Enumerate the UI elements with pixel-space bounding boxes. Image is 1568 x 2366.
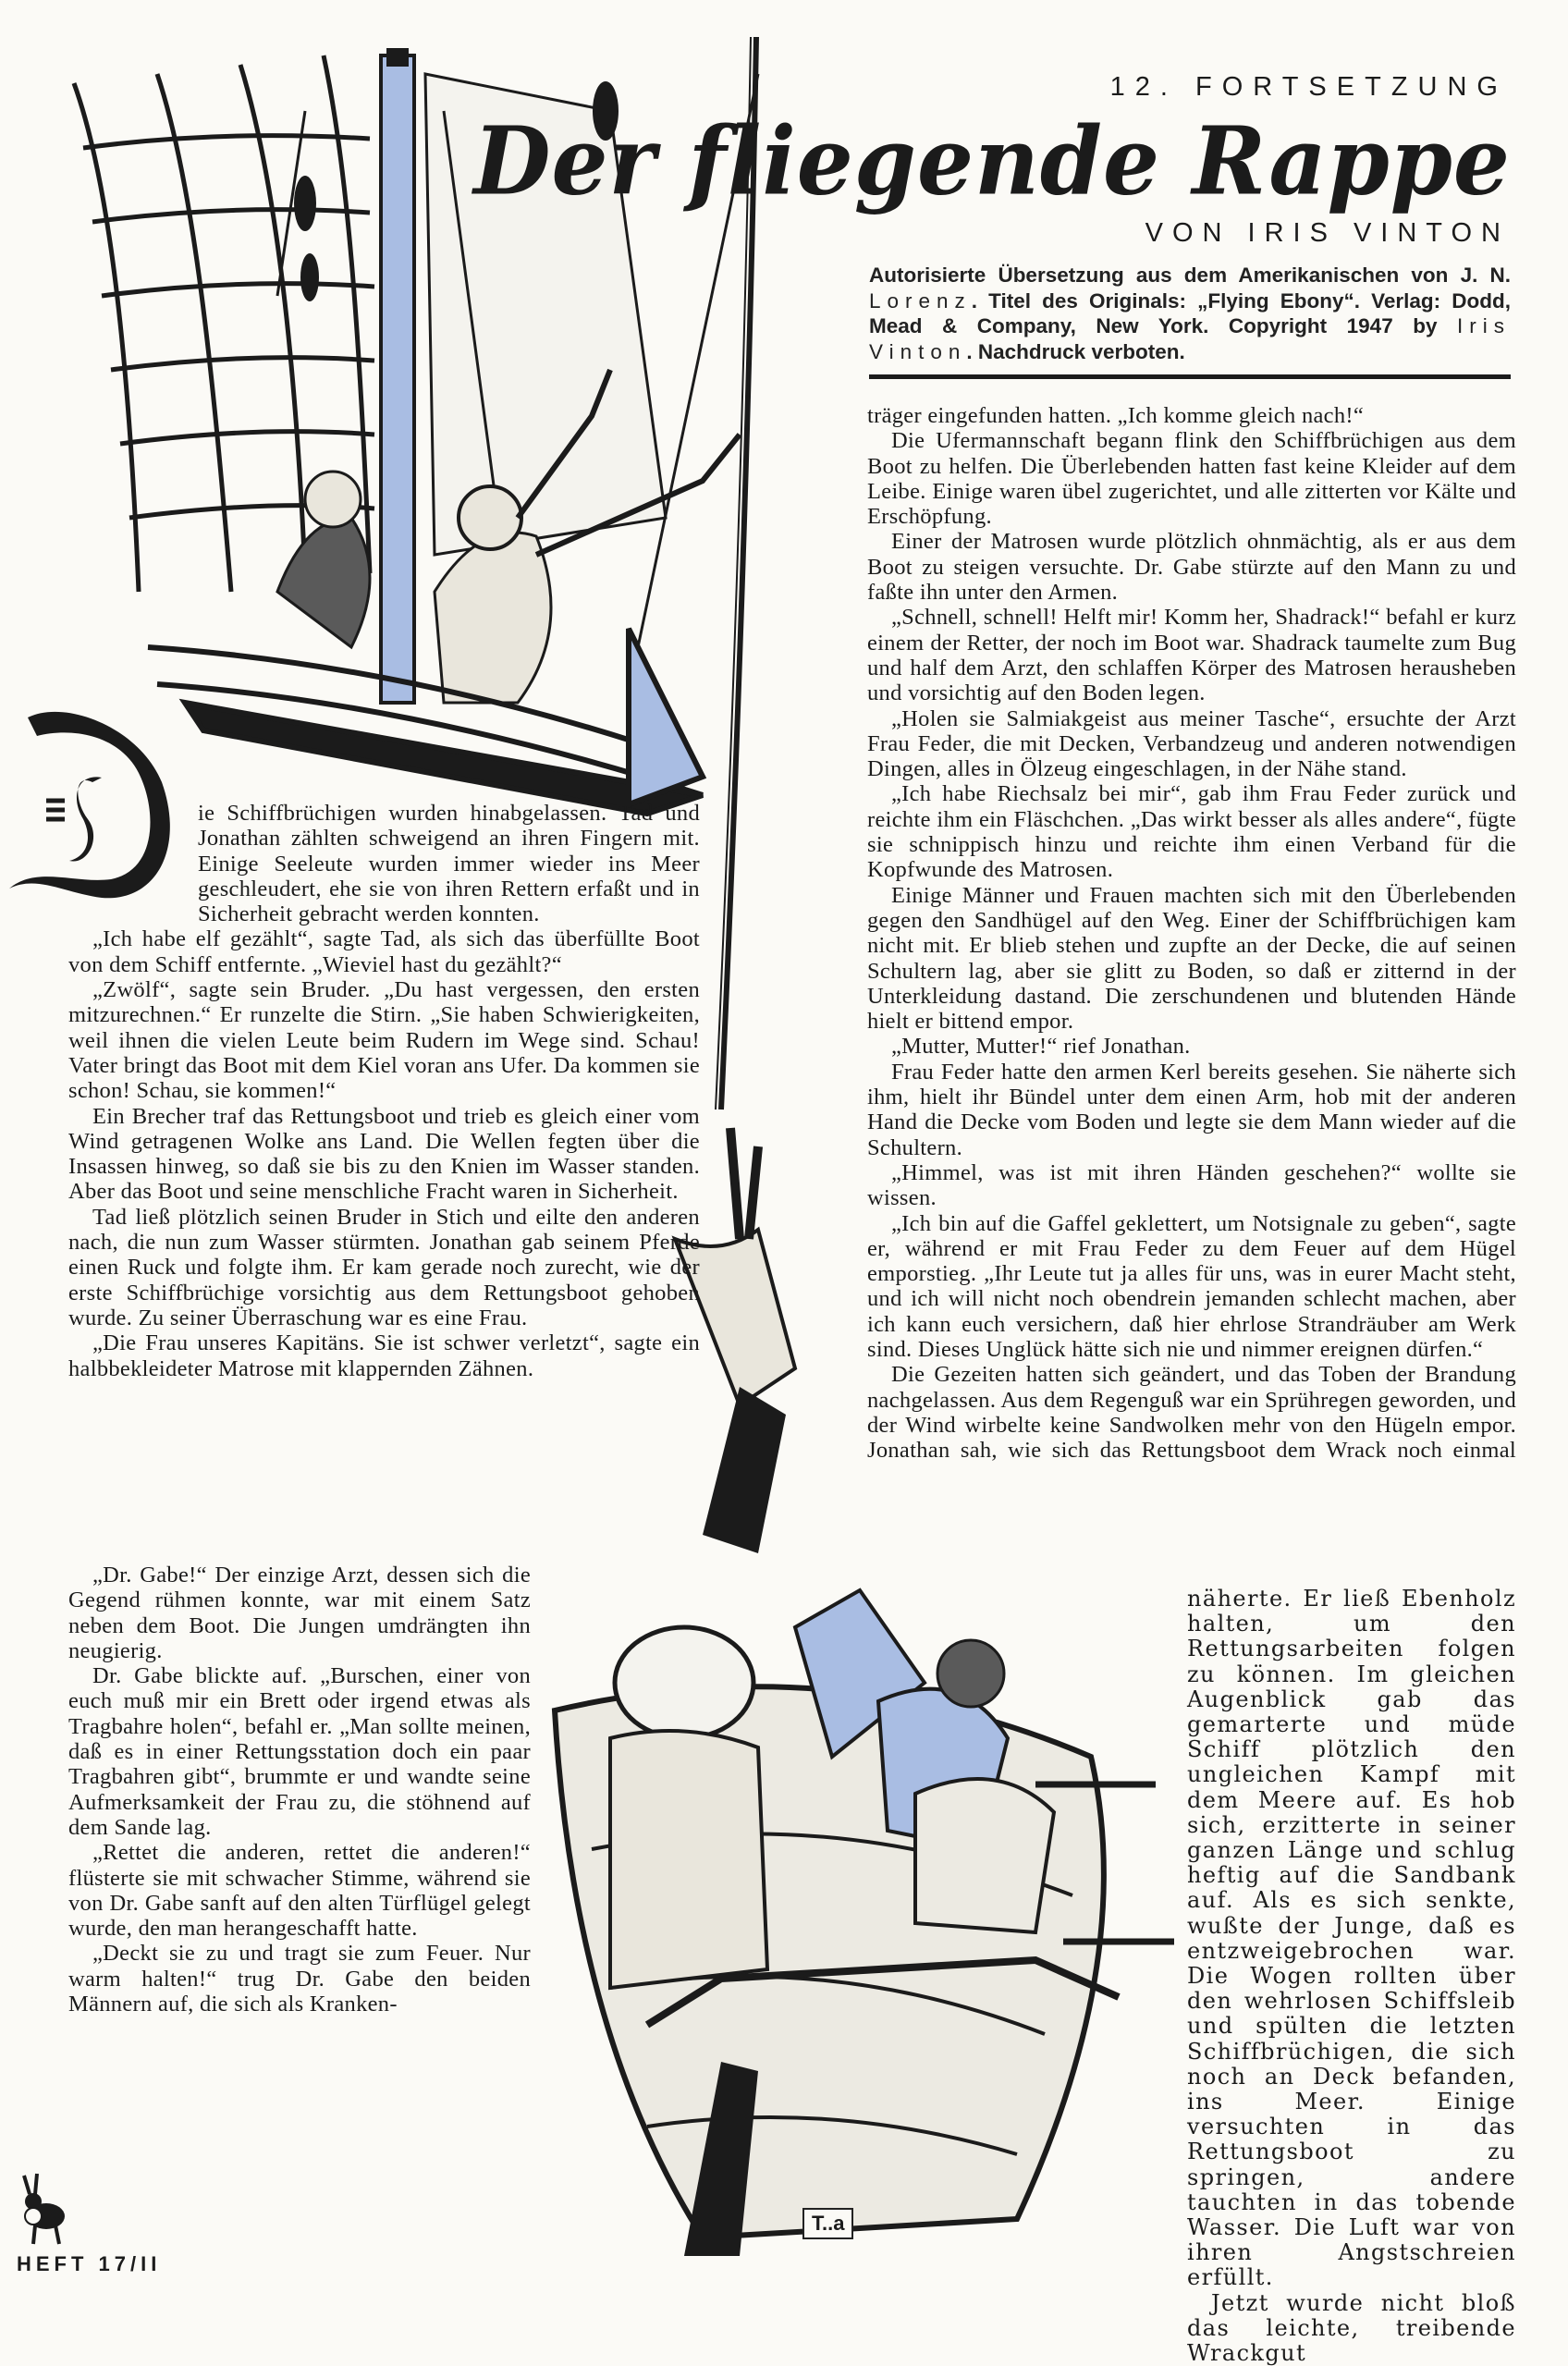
paragraph: „Mutter, Mutter!“ rief Jonathan. [891,1034,1191,1060]
copyright-text: Autorisierte Übersetzung aus dem Amerikanischen von J. N. [869,264,1511,287]
paragraph: träger eingefunden hatten. „Ich komme gleich nach!“ [867,403,1365,428]
paragraph: Tad ließ plötzlich seinen Bruder in Stich und eilte den anderen nach, die nun zum Wasser stürmten. Jonathan gab seinem Pferde einen Ruck und folgte ihm. Er kam gerade noch zurecht, wie der erste Schiffbrüchige vorsichtig aus dem Rettungsboot gehoben wurde. Zu seiner Überraschung war es eine Frau. [68,1204,700,1330]
paragraph: „Ich bin auf die Gaffel geklettert, um Notsignale zu geben“, sagte er, während er mit Frau Feder zu dem Feuer auf dem Hügel emporstieg. „Ihr Leute tut ja alles für uns, was in eurer Macht steht, und ich will nicht noch obendrein jemanden schlecht machen, aber ich kann euch versichern, daß hier ehrlose Strandräuber am Werk sind. Dieses Unglück hätte sich nie und nimmer ereignen dürfen.“ [867,1210,1516,1362]
ship-rail [148,629,703,814]
paragraph: Einige Männer und Frauen machten sich mit den Überlebenden gegen den Sandhügel auf den Weg. Einer der Schiffbrüchigen kam nicht mit. Er blieb stehen und zupfte an der Decke, die auf seinen Schultern lag, aber sie glitt zu Boden, so daß er zitternd in der Unterkleidung dastand. Die zerschundenen und blutenden Hände hielt er bittend empor. [867,882,1516,1035]
paragraph: Ein Brecher traf das Rettungsboot und trieb es gleich einer vom Wind getragenen Wolke ans Land. Die Wellen fegten über die Insassen hinweg, so daß sie bis zu den Knien im Wasser standen. Aber das Boot und seine menschliche Fracht waren in Sicherheit. [68,1103,700,1205]
translator-name: Lorenz [869,288,972,313]
issue-number: HEFT 17/II [17,2252,162,2275]
drop-cap-d-ornament [0,708,198,906]
paragraph: Frau Feder hatte den armen Kerl bereits gesehen. Sie näherte sich ihm, hielt ihr Bündel unter dem einen Arm, hob mit der anderen Hand die Decke vom Boden und legte sie dem Mann wieder auf die Schultern. [867,1059,1516,1160]
mast [381,48,414,703]
paragraph: „Ich habe elf gezählt“, sagte Tad, als sich das überfüllte Boot von dem Schiff entfernte. „Wieviel hast du gezählt?“ [68,926,700,977]
author-name: Iris Vinton [869,314,1511,363]
author-byline: VON IRIS VINTON [1145,218,1510,248]
paragraph: Dr. Gabe blickte auf. „Burschen, einer von euch muß mir ein Brett oder irgend etwas als Tragbahre holen“, befahl er. „Man sollte meinen, daß es in einer Rettungsstation doch ein paar Tragbahren gibt“, brummte er und wandte seine Aufmerksamkeit der Frau zu, die stöhnend auf dem Sande lag. [68,1663,531,1840]
paragraph: Die Gezeiten hatten sich geändert, und das Toben der Brandung nachgelassen. Aus dem Regenguß war ein Sprühregen geworden, und der Wind wirbelte keine Sandwolken mehr von den Hügeln empor. Jonathan sah, wie sich das Rettungsboot dem Wrack noch einmal [867,1362,1516,1464]
paragraph: „Zwölf“, sagte sein Bruder. „Du hast vergessen, den ersten mitzurechnen.“ Er runzelte die Stirn. „Sie haben Schwierigkeiten, weil ihnen die vielen Leute beim Rudern im Wege sind. Schau! Vater bringt das Boot mit dem Kiel voran ans Ufer. Da kommen sie schon! Schau, sie kommen!“ [68,977,700,1104]
paragraph: „Himmel, was ist mit ihren Händen geschehen?“ wollte sie wissen. [867,1159,1516,1211]
left-column-lower [68,1563,531,2017]
installment-label: 12. FORTSETZUNG [1109,72,1508,102]
copyright-note [869,263,1511,364]
paragraph: „Die Frau unseres Kapitäns. Sie ist schwer verletzt“, sagte ein halbbekleideter Matrose mit klappernden Zähnen. [68,1330,700,1381]
drop-cap [0,708,198,906]
donkey-logo-icon [18,2168,70,2248]
copyright-text: . Nachdruck verboten. [966,339,1185,363]
left-column-upper [68,801,700,1381]
right-column-upper [867,403,1516,1463]
paragraph: Einer der Matrosen wurde plötzlich ohnmächtig, als er aus dem Boot zu steigen versuchte. Dr. Gabe stürzte auf den Mann zu und faßte ihn unter den Armen. [867,529,1516,606]
paragraph: „Holen sie Salmiakgeist aus meiner Tasche“, ersuchte der Arzt Frau Feder, die mit Decken, Verbandzeug und anderen notwendigen Dingen, alles in Ölzeug eingeschlagen, in der Nähe stand. [867,705,1516,782]
paragraph: Jetzt wurde nicht bloß das leichte, treibende Wrackgut [1187,2289,1516,2366]
story-title: Der fliegende Rappe [473,106,1511,216]
copyright-text: . Titel des Originals: „Flying Ebony“. Verlag: Dodd, Mead & Company, New York. Copyright 1947 by [869,288,1511,337]
paragraph: „Ich habe Riechsalz bei mir“, gab ihm Frau Feder zurück und reichte ihm ein Fläschchen. „Das wirkt besser als alles andere“, fügte sie schnippisch hinzu und reichte ihm einen Verband für die Kopfwunde des Matrosen. [867,781,1516,883]
right-column-lower [1187,1587,1516,2366]
paragraph: „Dr. Gabe!“ Der einzige Arzt, dessen sich die Gegend rühmen konnte, war mit einem Satz neben dem Boot. Die Jungen umdrängten ihn neugierig. [68,1563,531,1663]
paragraph: „Deckt sie zu und tragt sie zum Feuer. Nur warm halten!“ trug Dr. Gabe den beiden Männern auf, die sich als Kranken- [68,1941,531,2017]
artist-signature: T..a [802,2208,853,2239]
paragraph: „Schnell, schnell! Helft mir! Komm her, Shadrack!“ befahl er kurz einem der Retter, der noch im Boot war. Shadrack taumelte zum Bug und half dem Arzt, den schlaffen Körper des Matrosen herausheben und vorsichtig auf den Boden legen. [867,605,1516,706]
paragraph: näherte. Er ließ Ebenholz halten, um den Rettungsarbeiten folgen zu können. Im gleichen Augenblick gab das gemarterte und müde Schiff plötzlich den ungleichen Kampf mit dem Meere auf. Es hob sich, erzitterte in seiner ganzen Länge und schlug heftig auf die Sandbank auf. Als es sich senkte, wußte der Junge, daß es entzweigebrochen war. Die Wogen rollten über den wehrlosen Schiffsleib und spülten die letzten Schiffbrüchigen, die sich noch an Deck befanden, ins Meer. Einige versuchten in das Rettungsboot zu springen, andere tauchten in das tobende Wasser. Die Luft war von ihren Angstschreien erfüllt. [1187,1586,1516,2291]
lifeboat [555,1590,1174,2256]
paragraph: ie Schiffbrüchigen wurden hinabgelassen. Tad und Jonathan zählten schweigend an ihren Fingern mit. Einige Seeleute wurden immer wieder ins Meer geschleudert, ehe sie von ihren Rettern erfaßt und in Sicherheit gebracht werden konnten. [198,801,700,927]
header-divider [869,374,1511,379]
paragraph: Die Ufermannschaft begann flink den Schiffbrüchigen aus dem Boot zu helfen. Die Überlebenden hatten fast keine Kleider auf dem Leibe. Einige waren übel zugerichtet, und alle zitterten vor Kälte und Erschöpfung. [867,428,1516,530]
paragraph: „Rettet die anderen, rettet die anderen!“ flüsterte sie mit schwacher Stimme, während sie von Dr. Gabe sanft auf den alten Türflügel gelegt wurde, den man herangeschafft hatte. [68,1840,531,1942]
